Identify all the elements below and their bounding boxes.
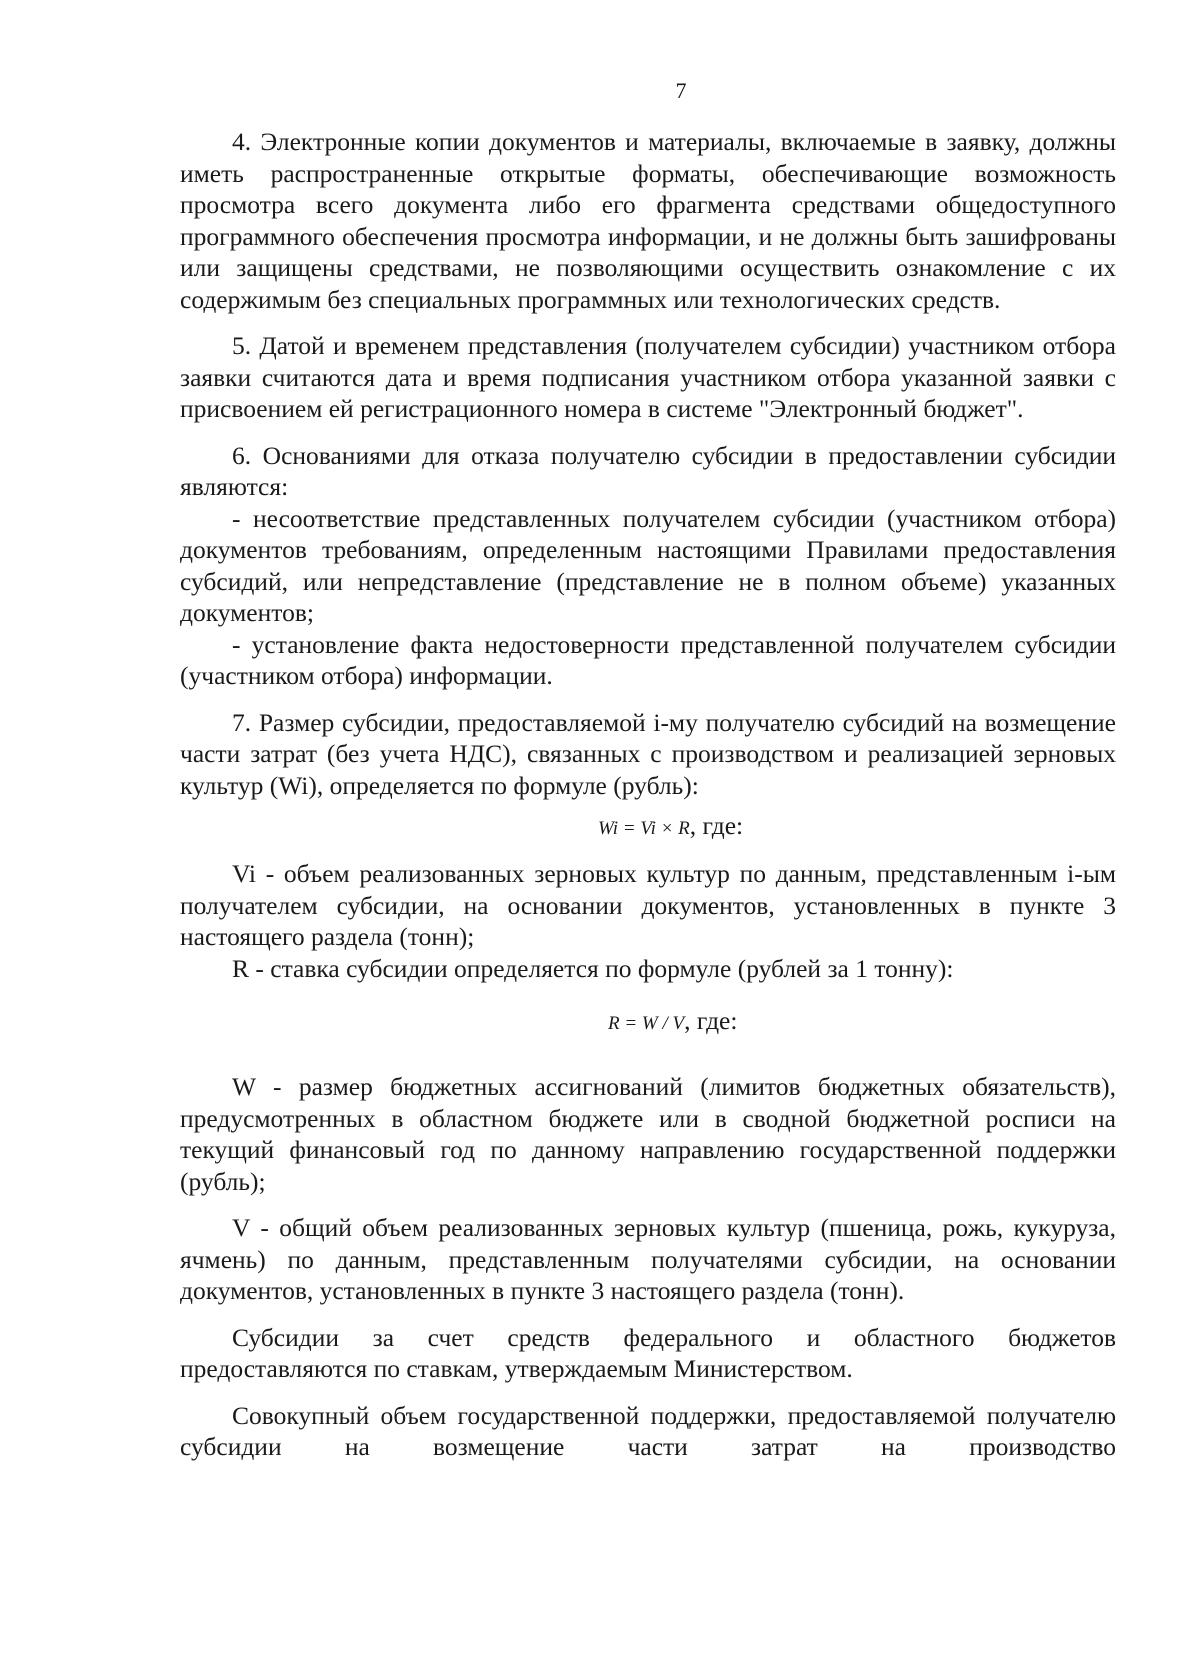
paragraph-6: 6. Основаниями для отказа получателю субсидии в предоставлении субсидии являются: (180, 440, 1116, 501)
definition-v: V - общий объем реализованных зерновых культур (пшеница, рожь, кукуруза, ячмень) по данным, представленным получателями субсидии, на основании документов, установленных в пункте 3 настоящего раздела (тонн). (180, 1213, 1116, 1305)
document-body (180, 126, 1116, 1463)
formula-wi-suffix: , где: (689, 811, 744, 840)
paragraph-6-item-2: - установление факта недостоверности представленной получателем субсидии (участником отбора) информации. (180, 629, 1116, 690)
definition-r: R - ставка субсидии определяется по формуле (рублей за 1 тонну): (232, 953, 954, 983)
paragraph-total-support: Совокупный объем государственной поддержки, предоставляемой получателю субсидии на возмещение части затрат на производство (180, 1400, 1116, 1461)
paragraph-6-item-1: - несоответствие представленных получателем субсидии (участником отбора) документов требованиям, определенным настоящими Правилами предоставления субсидий, или непредставление (представление не в полном объеме) указанных документов; (180, 503, 1116, 627)
formula-wi-expression: Wi = Vi × R (598, 818, 690, 839)
page-number: 7 (675, 78, 687, 103)
definition-w: W - размер бюджетных ассигнований (лимитов бюджетных обязательств), предусмотренных в областном бюджете или в сводной бюджетной росписи на текущий финансовый год по данному направлению государственной поддержки (рубль); (180, 1072, 1116, 1196)
paragraph-7: 7. Размер субсидии, предоставляемой i-му получателю субсидий на возмещение части затрат (без учета НДС), связанных с производством и реализацией зерновых культур (Wi), определяется по формуле (рубль): (180, 707, 1116, 800)
formula-wi (180, 809, 1116, 846)
paragraph-4: 4. Электронные копии документов и материалы, включаемые в заявку, должны иметь распространенные открытые форматы, обеспечивающие возможность просмотра всего документа либо его фрагмента средствами общедоступного программного обеспечения просмотра информации, и не должны быть зашифрованы или защищены средствами, не позволяющими осуществить ознакомление с их содержимым без специальных программных или технологических средств. (180, 127, 1116, 314)
formula-r-expression: R = W / V (608, 1013, 685, 1034)
formula-r-suffix: , где: (684, 1006, 738, 1035)
paragraph-subsidies: Субсидии за счет средств федерального и областного бюджетов предоставляются по ставкам, утверждаемым Министерством. (180, 1322, 1116, 1383)
paragraph-5: 5. Датой и временем представления (получателем субсидии) участником отбора заявки считаются дата и время подписания участником отбора указанной заявки с присвоением ей регистрационного номера в системе "Электронный бюджет". (180, 331, 1116, 423)
definition-vi: Vi - объем реализованных зерновых культур по данным, представленным i-ым получателем субсидии, на основании документов, установленных в пункте 3 настоящего раздела (тонн); (180, 859, 1116, 951)
formula-r (180, 1004, 1116, 1041)
